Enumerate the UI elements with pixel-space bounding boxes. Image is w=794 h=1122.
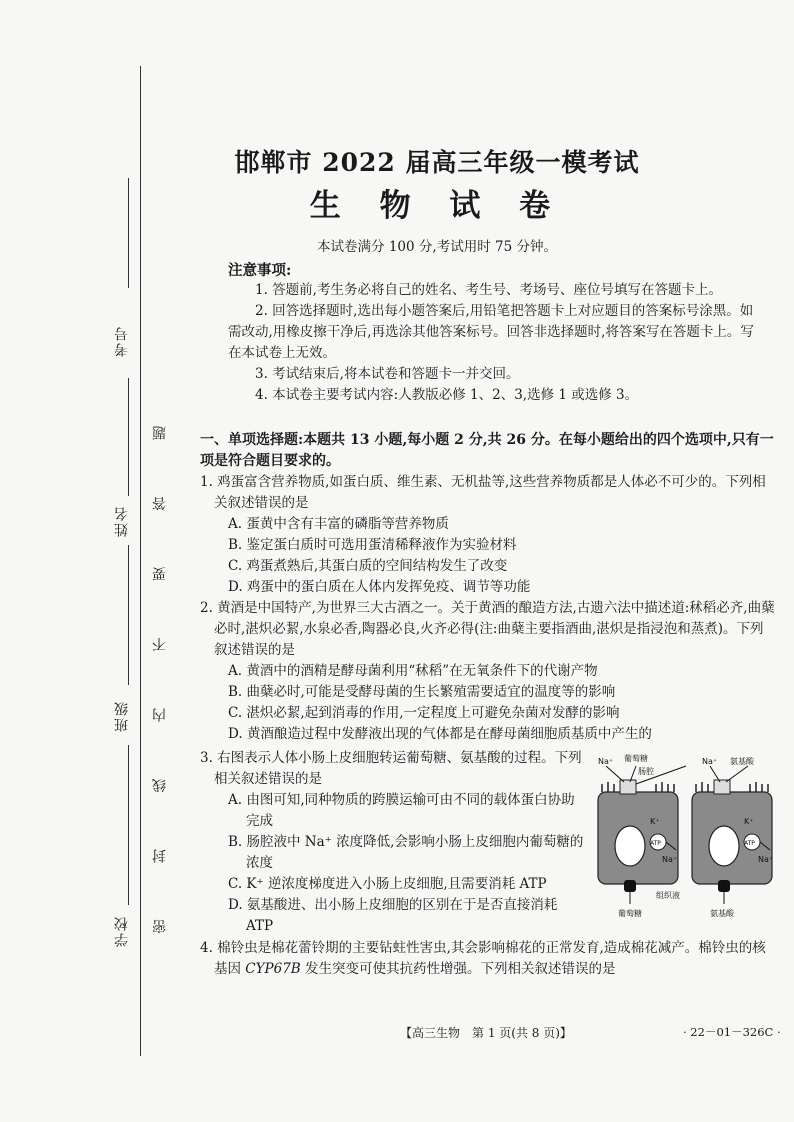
label-na-left: Na⁺ [598,757,614,766]
glucose-carrier [620,780,636,794]
label-na-mid: Na⁺ [702,757,718,766]
option-c: C. K⁺ 逆浓度梯度进入小肠上皮细胞,且需要消耗 ATP [228,876,547,892]
question-2 [200,598,775,745]
question-stem [200,938,775,980]
notice-heading: 注意事项: [228,262,292,279]
label-atp-left: ATP [650,840,661,847]
question-3 [200,748,585,937]
question-4 [200,938,775,980]
option-b: B. 曲蘖必时,可能是受酵母菌的生长繁殖需要适宜的温度等的影响 [228,684,616,700]
stem-part: 发生突变可使其抗药性增强。下列相关叙述错误的是 [300,961,616,977]
label-na-out-left: Na⁺ [662,855,678,864]
amino-exit-carrier [718,880,730,892]
notice-item: 3. 考试结束后,将本试卷和答题卡一并交回。 [255,366,520,382]
page-footer: 【高三生物 第 1 页(共 8 页)】 [400,1026,572,1040]
name-blank [128,378,129,496]
intestinal-cell-diagram [590,752,780,922]
class-blank [128,545,129,685]
option-a: A. 蛋黄中含有丰富的磷脂等营养物质 [228,516,449,532]
label-lumen: 肠腔 [638,767,654,776]
label-school: 学校 [114,915,130,947]
notice-item: 2. 回答选择题时,选出每小题答案后,用铅笔把答题卡上对应题目的答案标号涂黑。如需改动,用橡皮擦干净后,再选涂其他答案标号。回答非选择题时,将答案写在答题卡上。写在本试卷上无效。 [228,303,754,361]
label-class: 班级 [114,700,130,732]
seal-line-text: 密 封 线 内 不 要 答 题 [152,400,168,934]
label-na-out-right: Na⁺ [758,855,774,864]
right-nucleus [709,826,739,866]
exam-code: · 22－01－326C · [683,1025,781,1039]
option-a: A. 黄酒中的酒精是酵母菌利用“秫稻”在无氧条件下的代谢产物 [228,663,598,679]
glucose-exit-carrier [624,880,636,892]
label-name: 姓名 [114,505,130,537]
section-heading: 一、单项选择题:本题共 13 小题,每小题 2 分,共 26 分。在每小题给出的四个选项中,只有一项是符合题目要求的。 [200,432,774,469]
option-d: D. 鸡蛋中的蛋白质在人体内发挥免疫、调节等功能 [228,579,531,595]
gene-name: CYP67B [245,961,301,977]
label-glucose-top: 葡萄糖 [624,754,648,763]
option-b: B. 鉴定蛋白质时可选用蛋清稀释液作为实验材料 [228,537,517,553]
amino-carrier [714,780,730,794]
option-a: A. 由图可知,同种物质的跨膜运输可由不同的载体蛋白协助完成 [228,792,575,829]
question-stem: 2. 黄酒是中国特产,为世界三大古酒之一。关于黄酒的酿造方法,古遗六法中描述道:秫稻必齐,曲蘖必时,湛炽必絜,水泉必香,陶器必良,火齐必得(注:曲蘖主要指酒曲,湛炽是指浸泡和蒸煮)。下列叙述错误的是 [200,600,775,658]
question-1 [200,472,775,598]
label-tissue-fluid: 组织液 [656,891,680,900]
exam-subtitle: 生 物 试 卷 [309,188,565,224]
option-d: D. 黄酒酿造过程中发酵液出现的气体都是在酵母菌细胞质基质中产生的 [228,726,652,742]
label-amino-top: 氨基酸 [730,757,754,766]
score-note: 本试卷满分 100 分,考试用时 75 分钟。 [317,239,557,255]
label-exam-no: 考号 [114,325,130,357]
label-glucose-bottom: 葡萄糖 [618,909,642,918]
option-c: C. 鸡蛋煮熟后,其蛋白质的空间结构发生了改变 [228,558,508,574]
label-k-left: K⁺ [650,817,660,826]
option-d: D. 氨基酸进、出小肠上皮细胞的区别在于是否直接消耗 ATP [228,897,558,934]
question-stem: 1. 鸡蛋富含营养物质,如蛋白质、维生素、无机盐等,这些营养物质都是人体必不可少的。下列相关叙述错误的是 [200,474,766,511]
exam-title: 邯郸市 2022 届高三年级一模考试 [234,148,640,177]
label-amino-bottom: 氨基酸 [710,909,734,918]
school-blank [128,745,129,905]
option-c: C. 湛炽必絜,起到消毒的作用,一定程度上可避免杂菌对发酵的影响 [228,705,620,721]
option-b: B. 肠腔液中 Na⁺ 浓度降低,会影响小肠上皮细胞内葡萄糖的浓度 [228,834,584,871]
question-stem: 3. 右图表示人体小肠上皮细胞转运葡萄糖、氨基酸的过程。下列相关叙述错误的是 [200,750,582,787]
label-atp-right: ATP [744,840,755,847]
label-k-right: K⁺ [744,817,754,826]
notice-item: 4. 本试卷主要考试内容:人教版必修 1、2、3,选修 1 或选修 3。 [255,387,639,403]
notice-item: 1. 答题前,考生务必将自己的姓名、考生号、考场号、座位号填写在答题卡上。 [255,282,722,298]
left-nucleus [615,826,645,866]
stem-part: 4. 棉铃虫是棉花蕾铃期的主要钻蛀性害虫,其会影响棉花的正常发育,造成棉花减产。棉铃虫的核基因 [200,940,766,977]
